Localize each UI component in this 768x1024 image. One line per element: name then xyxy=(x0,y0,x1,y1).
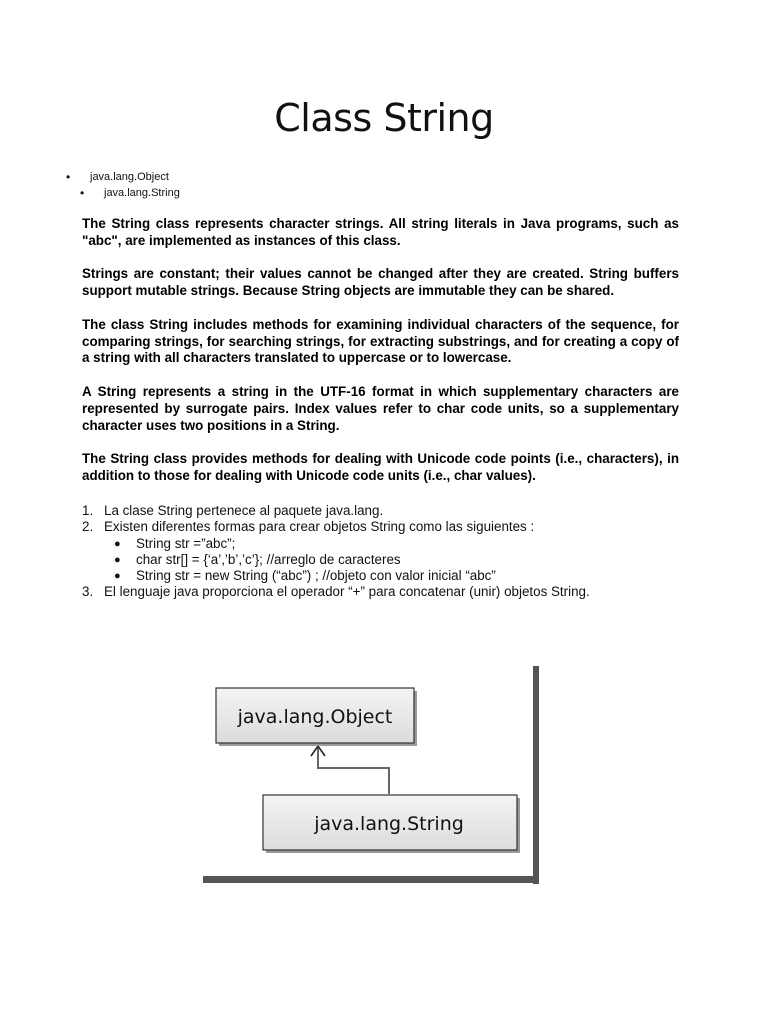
list-item xyxy=(82,584,682,600)
inheritance-diagram xyxy=(200,664,545,886)
sub-list-item xyxy=(82,552,682,568)
bullet-icon: • xyxy=(66,170,71,184)
bullet-icon: ● xyxy=(114,537,121,550)
code-example: String str =”abc”; xyxy=(136,535,236,551)
hierarchy-label: java.lang.String xyxy=(104,187,180,199)
list-item-text: Existen diferentes formas para crear objetos String como las siguientes : xyxy=(104,519,535,535)
description-paragraph: Strings are constant; their values cannot be changed after they are created. String buffers support mutable strings. Because String objects are immutable they can be shared. xyxy=(82,266,679,299)
notes-list xyxy=(82,503,682,601)
list-number: 3. xyxy=(82,584,94,600)
bullet-icon: ● xyxy=(114,553,121,566)
list-item-text: El lenguaje java proporciona el operador “+” para concatenar (unir) objetos String. xyxy=(104,584,590,600)
hierarchy-label: java.lang.Object xyxy=(90,171,169,183)
list-item xyxy=(82,519,682,535)
diagram-frame-bottom xyxy=(203,876,539,883)
page-title: Class String xyxy=(274,96,494,140)
string-class-label: java.lang.String xyxy=(314,813,464,835)
code-example: char str[] = {‘a’,’b’,’c’}; //arreglo de caracteres xyxy=(136,551,401,567)
list-item xyxy=(82,503,682,519)
bullet-icon: • xyxy=(80,186,85,200)
sub-list-item xyxy=(82,536,682,552)
class-description xyxy=(82,216,679,502)
diagram-frame-right xyxy=(533,666,539,884)
object-class-label: java.lang.Object xyxy=(237,706,393,728)
list-number: 2. xyxy=(82,519,94,535)
code-example: String str = new String (“abc”) ; //objeto con valor inicial “abc” xyxy=(136,568,496,584)
description-paragraph: The class String includes methods for examining individual characters of the sequence, for comparing strings, for searching strings, for extracting substrings, and for creating a copy of a string with all characters translated to uppercase or to lowercase. xyxy=(82,316,679,366)
description-paragraph: A String represents a string in the UTF-16 format in which supplementary characters are represented by surrogate pairs. Index values refer to char code units, so a supplementary character uses two positions in a String. xyxy=(82,383,679,433)
sub-list-item xyxy=(82,568,682,584)
list-number: 1. xyxy=(82,503,94,518)
list-item-text: La clase String pertenece al paquete java.lang. xyxy=(104,503,384,518)
bullet-icon: ● xyxy=(114,570,121,583)
inheritance-connector xyxy=(318,748,389,794)
description-paragraph: The String class represents character strings. All string literals in Java programs, such as "abc", are implemented as instances of this class. xyxy=(82,216,679,248)
description-paragraph: The String class provides methods for dealing with Unicode code points (i.e., characters), in addition to those for dealing with Unicode code units (i.e., char values). xyxy=(82,451,679,483)
